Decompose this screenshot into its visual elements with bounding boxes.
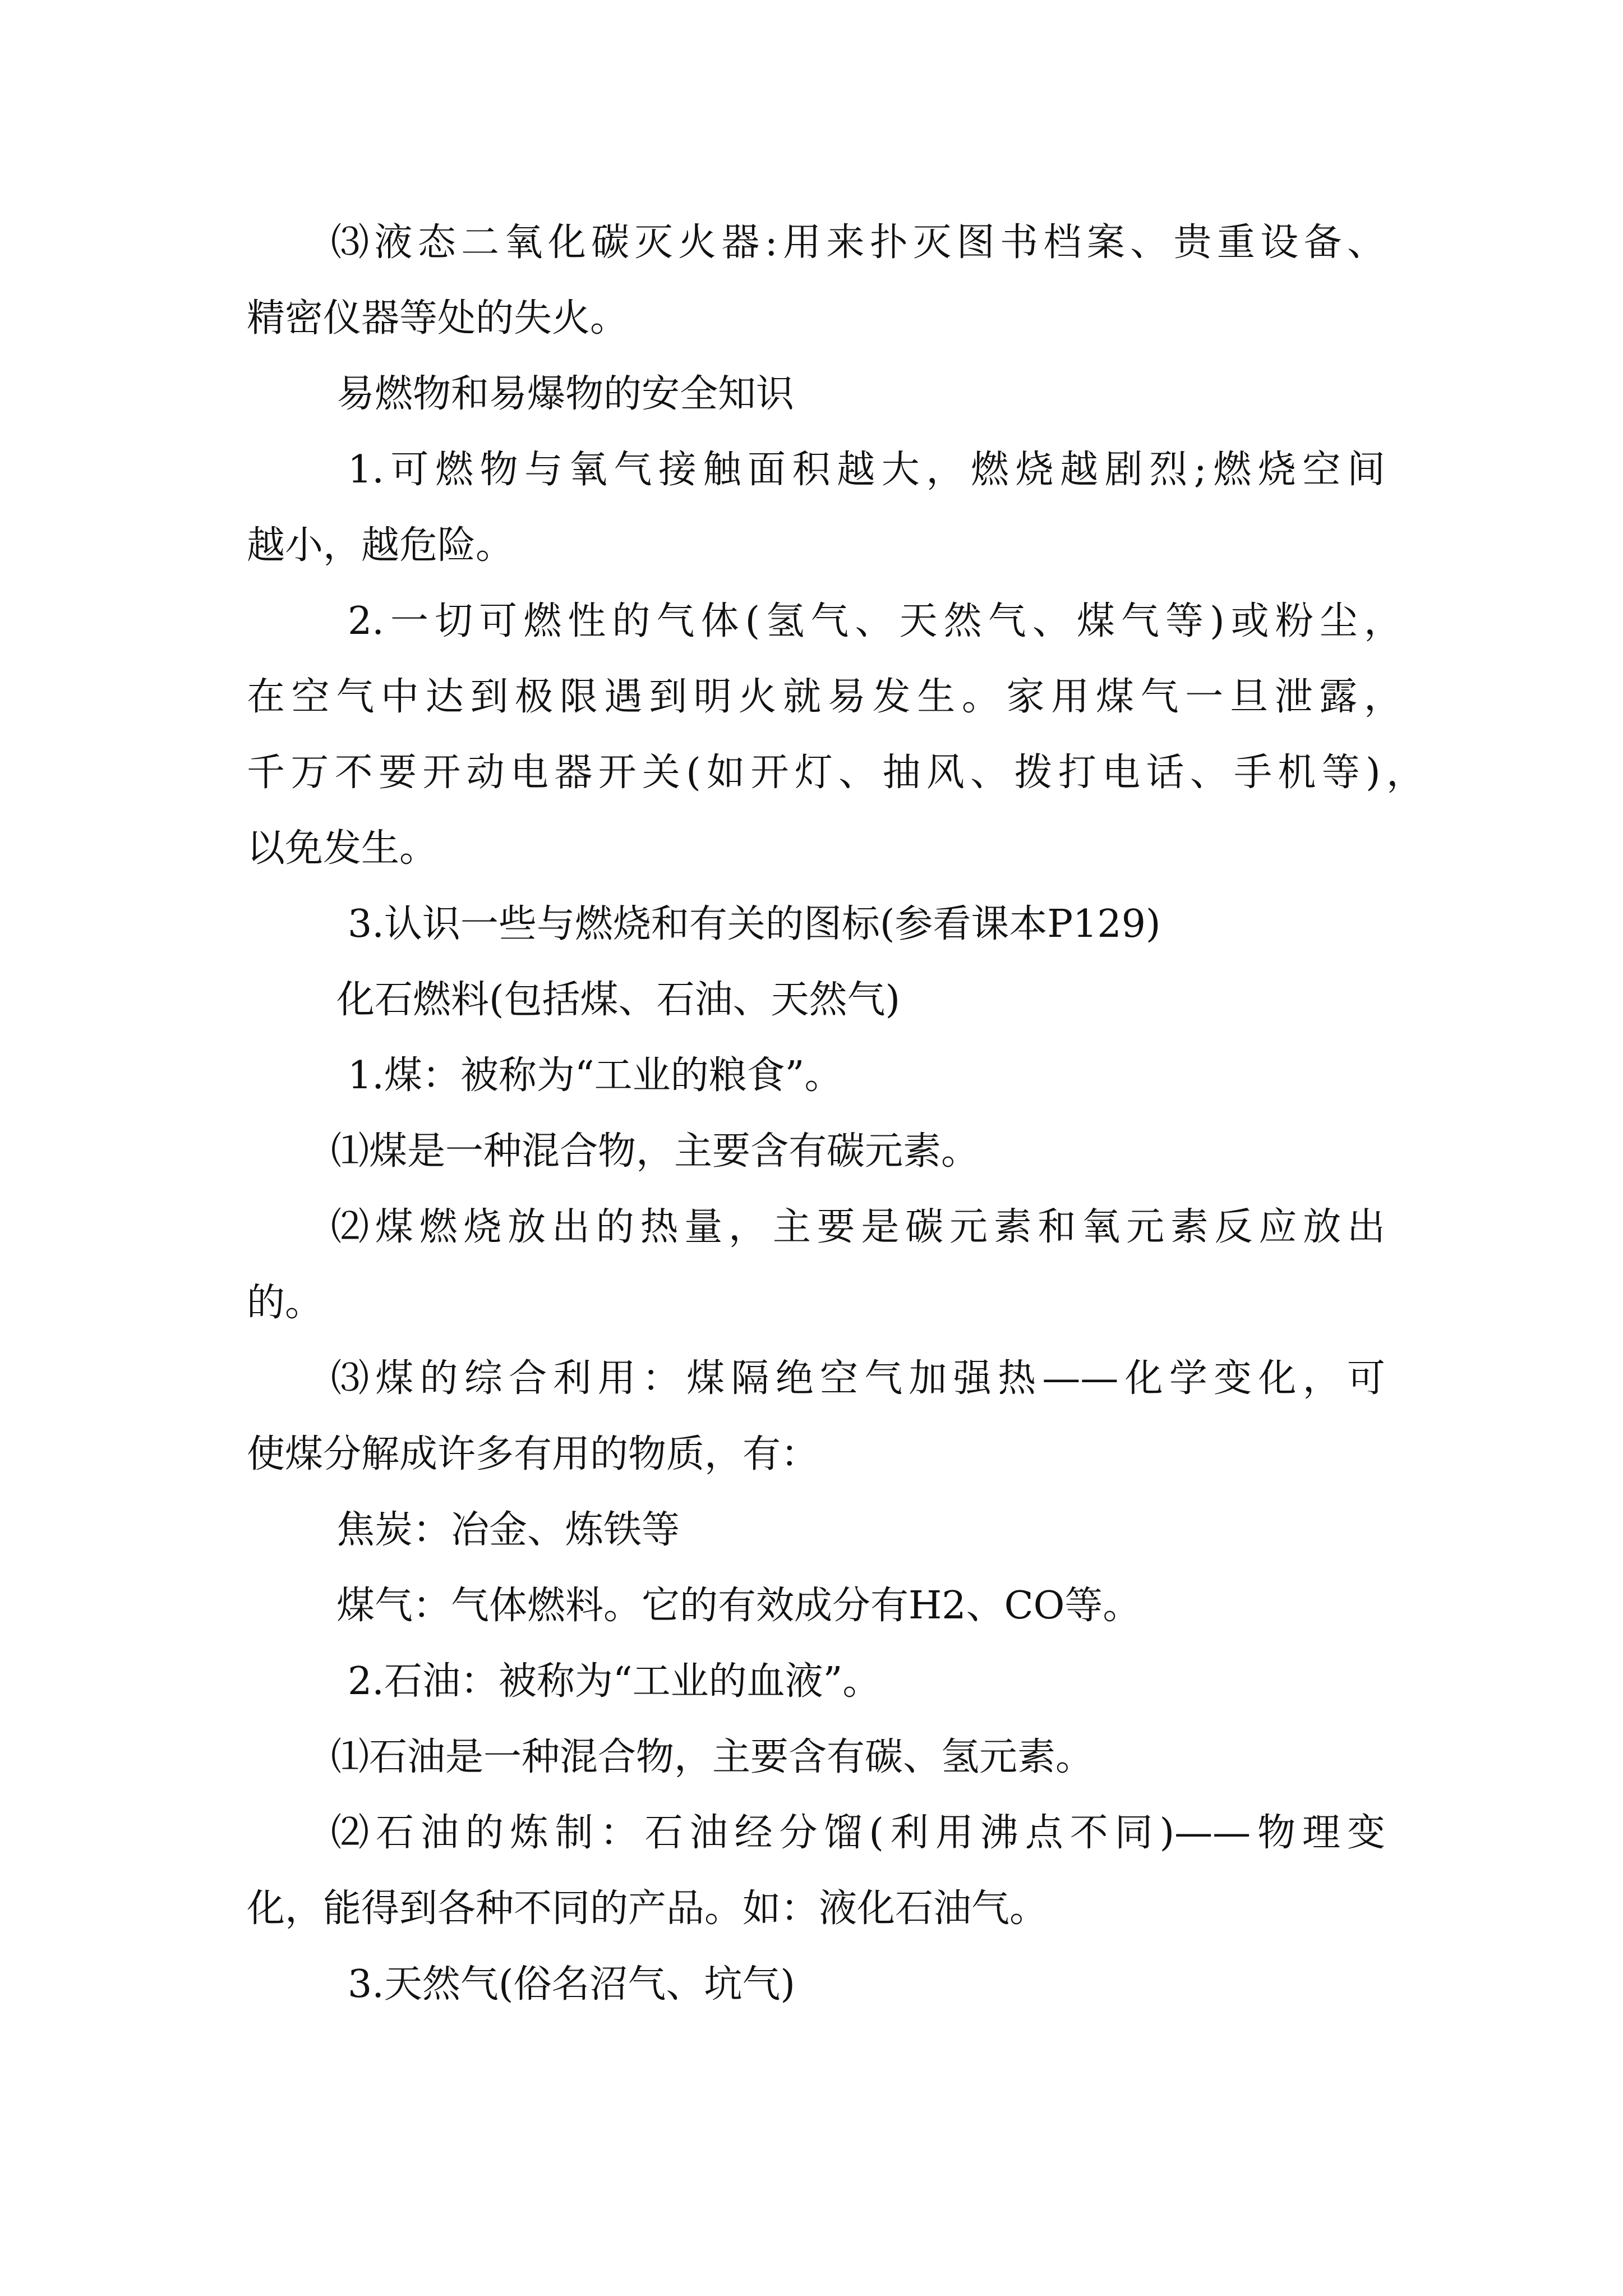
text-line: 精密仪器等处的失火。 (247, 296, 629, 341)
text-line: 化石燃料(包括煤、石油、天然气) (336, 978, 901, 1022)
text-line: 煤气：气体燃料。它的有效成分有H2、CO等。 (336, 1584, 1141, 1628)
text-line: ⑵石油的炼制：石油经分馏(利用沸点不同)——物理变 (331, 1811, 1385, 1855)
text-line: 使煤分解成许多有用的物质，有： (247, 1432, 819, 1476)
text-line: 3.认识一些与燃烧和有关的图标(参看课本P129) (348, 902, 1161, 946)
text-line: 越小，越危险。 (247, 523, 514, 568)
text-line: 易燃物和易爆物的安全知识 (336, 372, 795, 416)
text-line: 1.可燃物与氧气接触面积越大，燃烧越剧烈;燃烧空间 (348, 448, 1385, 492)
text-line: ⑶煤的综合利用：煤隔绝空气加强热——化学变化，可 (331, 1356, 1385, 1401)
text-line: 的。 (247, 1281, 324, 1325)
text-line: 化，能得到各种不同的产品。如：液化石油气。 (247, 1887, 1048, 1931)
text-line: ⑴石油是一种混合物，主要含有碳、氢元素。 (331, 1735, 1094, 1779)
text-line: 以免发生。 (247, 826, 438, 871)
text-line: 焦炭：冶金、炼铁等 (336, 1508, 680, 1552)
text-line: 1.煤：被称为“工业的粮食”。 (348, 1053, 843, 1098)
text-line: 在空气中达到极限遇到明火就易发生。家用煤气一旦泄露， (247, 675, 1402, 719)
text-line: ⑴煤是一种混合物，主要含有碳元素。 (331, 1129, 980, 1174)
text-line: ⑶液态二氧化碳灭火器:用来扑灭图书档案、贵重设备、 (331, 220, 1385, 265)
text-line: 千万不要开动电器开关(如开灯、抽风、拨打电话、手机等)， (247, 751, 1424, 795)
text-line: ⑵煤燃烧放出的热量，主要是碳元素和氧元素反应放出 (331, 1205, 1385, 1249)
text-line: 2.一切可燃性的气体(氢气、天然气、煤气等)或粉尘， (348, 599, 1402, 643)
text-line: 3.天然气(俗名沼气、坑气) (348, 1962, 795, 2007)
text-line: 2.石油：被称为“工业的血液”。 (348, 1659, 881, 1704)
